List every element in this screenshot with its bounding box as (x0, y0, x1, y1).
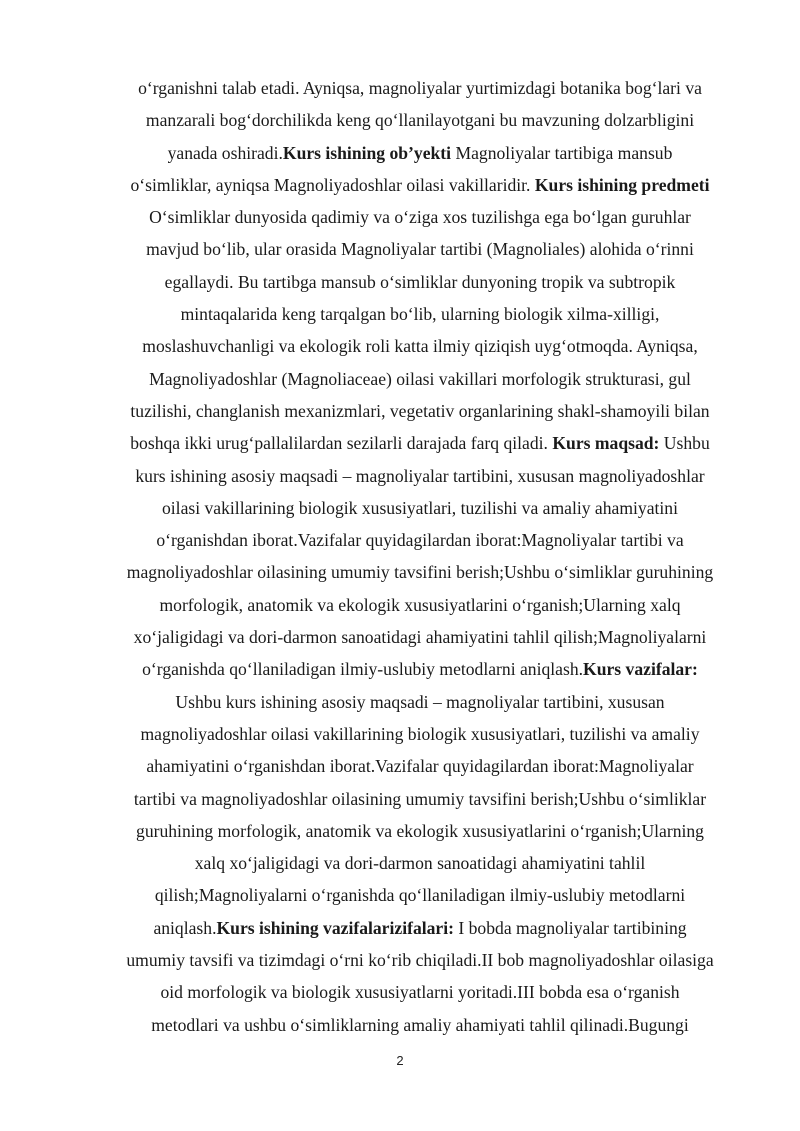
text-line (110, 750, 730, 782)
text-run: guruhining morfologik, anatomik va ekologik xususiyatlarini o‘rganish;Ularning (136, 820, 704, 841)
text-run: xalq xo‘jaligidagi va dori-darmon sanoatidagi ahamiyatini tahlil (194, 853, 646, 874)
text-line (110, 879, 730, 911)
text-run: mavjud bo‘lib, ular orasida Magnoliyalar tartibi (Magnoliales) alohida o‘rinni (146, 239, 694, 260)
text-line (110, 427, 730, 459)
text-run: tuzilishi, changlanish mexanizmlari, vegetativ organlarining shakl-shamoyili bilan (130, 400, 710, 421)
text-run: moslashuvchanligi va ekologik roli katta ilmiy qiziqish uyg‘otmoqda. Ayniqsa, (142, 336, 698, 357)
text-line (110, 912, 730, 944)
page-number: 2 (396, 1053, 404, 1068)
text-line (110, 330, 730, 362)
text-line (110, 72, 730, 104)
text-line (110, 621, 730, 653)
text-line (110, 556, 730, 588)
text-line (110, 363, 730, 395)
text-run: mintaqalarida keng tarqalgan bo‘lib, ularning biologik xilma-xilligi, (180, 304, 660, 325)
text-run: metodlari va ushbu o‘simliklarning amaliy ahamiyati tahlil qilinadi.Bugungi (151, 1014, 689, 1035)
bold-heading-run: Kurs ishining vazifalarizifalari: (216, 917, 454, 938)
text-run: o‘rganishni talab etadi. Ayniqsa, magnoliyalar yurtimizdagi botanika bog‘lari va (138, 78, 702, 98)
text-line (110, 944, 730, 976)
text-line (110, 460, 730, 492)
text-run: oid morfologik va biologik xususiyatlarni yoritadi.III bobda esa o‘rganish (160, 982, 680, 1003)
text-run: egallaydi. Bu tartibga mansub o‘simliklar dunyoning tropik va subtropik (164, 271, 676, 292)
bold-heading-run: Kurs maqsad: (552, 433, 660, 454)
bold-heading-run: Kurs ishining ob’yekti (282, 142, 452, 163)
text-line (110, 169, 730, 201)
text-line (110, 847, 730, 879)
bold-heading-run: Kurs vazifalar: (583, 659, 698, 680)
text-run: tartibi va magnoliyadoshlar oilasining umumiy tavsifini berish;Ushbu o‘simliklar (133, 788, 707, 809)
text-run: umumiy tavsifi va tizimdagi o‘rni ko‘rib chiqiladi.II bob magnoliyadoshlar oilasiga (126, 950, 714, 971)
text-line (110, 524, 730, 556)
text-line (110, 653, 730, 685)
text-line (110, 201, 730, 233)
text-line (110, 266, 730, 298)
text-line (110, 395, 730, 427)
text-line (110, 686, 730, 718)
text-run: magnoliyadoshlar oilasi vakillarining biologik xususiyatlari, tuzilishi va amaliy (140, 723, 700, 744)
text-run: qilish;Magnoliyalarni o‘rganishda qo‘llaniladigan ilmiy-uslubiy metodlarni (154, 885, 686, 906)
text-run: Magnoliyalar tartibiga mansub (451, 142, 673, 163)
text-line (110, 492, 730, 524)
text-run: manzarali bog‘dorchilikda keng qo‘llanilayotgani bu mavzuning dolzarbligini (145, 110, 695, 131)
text-line (110, 783, 730, 815)
text-run: boshqa ikki urug‘pallalilardan sezilarli darajada farq qiladi. (130, 433, 553, 454)
text-run: magnoliyadoshlar oilasining umumiy tavsifini berish;Ushbu o‘simliklar guruhining (126, 562, 714, 583)
text-line (110, 718, 730, 750)
text-run: o‘simliklar, ayniqsa Magnoliyadoshlar oilasi vakillaridir. (130, 174, 535, 195)
text-line (110, 137, 730, 169)
text-run: o‘rganishda qo‘llaniladigan ilmiy-uslubiy metodlarni aniqlash. (142, 659, 584, 680)
text-run: Magnoliyadoshlar (Magnoliaceae) oilasi vakillari morfologik strukturasi, gul (149, 368, 691, 389)
text-line (110, 233, 730, 265)
text-run: Ushbu (659, 433, 710, 454)
text-line (110, 589, 730, 621)
text-run: ahamiyatini o‘rganishdan iborat.Vazifalar quyidagilardan iborat:Magnoliyalar (146, 756, 694, 777)
body-paragraph (110, 72, 730, 1041)
text-line (110, 298, 730, 330)
text-line (110, 1009, 730, 1041)
text-run: O‘simliklar dunyosida qadimiy va o‘ziga xos tuzilishga ega bo‘lgan guruhlar (149, 207, 691, 228)
text-run: oilasi vakillarining biologik xususiyatlari, tuzilishi va amaliy ahamiyatini (162, 497, 678, 518)
text-run: morfologik, anatomik va ekologik xususiyatlarini o‘rganish;Ularning xalq (159, 594, 681, 615)
text-run: o‘rganishdan iborat.Vazifalar quyidagilardan iborat:Magnoliyalar tartibi va (156, 530, 684, 551)
bold-heading-run: Kurs ishining predmeti (534, 174, 710, 195)
text-run: kurs ishining asosiy maqsadi – magnoliyalar tartibini, xususan magnoliyadoshlar (135, 465, 705, 486)
text-run: xo‘jaligidagi va dori-darmon sanoatidagi ahamiyatini tahlil qilish;Magnoliyalarni (133, 627, 707, 648)
text-line (110, 976, 730, 1008)
text-run: I bobda magnoliyalar tartibining (453, 917, 687, 938)
text-line (110, 104, 730, 136)
text-run: aniqlash. (153, 917, 217, 938)
text-run: yanada oshiradi. (167, 142, 283, 163)
text-line (110, 815, 730, 847)
text-run: Ushbu kurs ishining asosiy maqsadi – magnoliyalar tartibini, xususan (175, 691, 665, 712)
